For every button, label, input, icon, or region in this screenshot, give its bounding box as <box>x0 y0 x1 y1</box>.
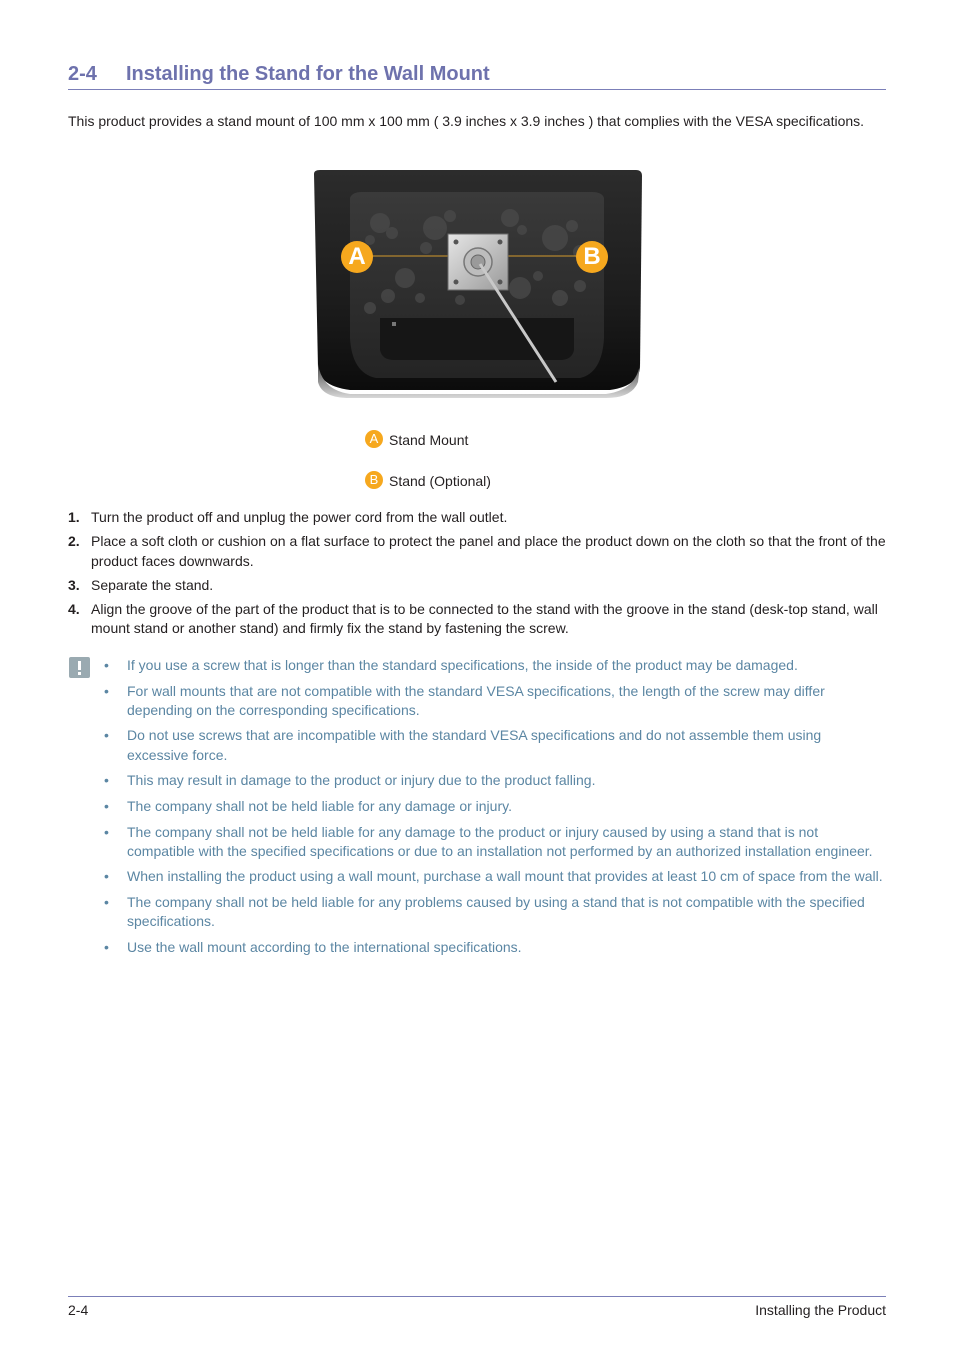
legend-label: Stand Mount <box>389 432 469 448</box>
bullet: • <box>104 894 109 911</box>
note-text: The company shall not be held liable for any problems caused by using a stand that is not compatible with the specified specifications. <box>127 894 865 930</box>
note-item <box>104 726 886 765</box>
note-item <box>104 867 886 886</box>
note-item <box>104 771 886 790</box>
monitor-back-svg <box>310 168 644 400</box>
note-item <box>104 656 886 675</box>
bullet: • <box>104 938 109 955</box>
note-item <box>104 893 886 932</box>
bullet: • <box>104 823 109 840</box>
bullet: • <box>104 772 109 789</box>
note-text: This may result in damage to the product or injury due to the product falling. <box>127 772 596 789</box>
section-header <box>68 62 886 90</box>
bullet: • <box>104 682 109 699</box>
note-text: Use the wall mount according to the international specifications. <box>127 938 522 955</box>
legend-item-stand-mount <box>365 432 468 450</box>
note-item <box>104 823 886 862</box>
note-text: If you use a screw that is longer than the standard specifications, the inside of the product may be damaged. <box>127 657 798 673</box>
note-text: The company shall not be held liable for any damage or injury. <box>127 797 512 814</box>
step-number: 3. <box>68 576 80 593</box>
section-number: 2-4 <box>68 63 97 85</box>
page-number: 2-4 <box>68 1302 89 1318</box>
step-number: 2. <box>68 533 80 549</box>
bullet: • <box>104 657 109 673</box>
chapter-title: Installing the Product <box>755 1302 886 1318</box>
section-title: Installing the Stand for the Wall Mount <box>126 63 490 85</box>
note-text: For wall mounts that are not compatible with the standard VESA specifications, the length of the screw may differ depending on the corresponding specifications. <box>127 682 825 718</box>
step-item <box>68 600 886 639</box>
monitor-back-illustration <box>310 168 644 400</box>
legend-item-stand-optional <box>365 473 491 491</box>
step-text: Place a soft cloth or cushion on a flat surface to protect the panel and place the product down on the cloth so that the front of the product faces downwards. <box>91 533 886 569</box>
callout-a-label: A <box>348 243 366 270</box>
notes-list <box>104 656 886 964</box>
step-item <box>68 508 886 528</box>
step-text: Align the groove of the part of the product that is to be connected to the stand with the groove in the stand (desk-top stand, wall mount stand or another stand) and firmly fix the stand by fastening the screw. <box>91 600 878 636</box>
note-item <box>104 682 886 721</box>
note-text: The company shall not be held liable for any damage to the product or injury caused by using a stand that is not compatible with the specified specifications or due to an installation not performed by an authorized installation engineer. <box>127 823 873 859</box>
bullet: • <box>104 868 109 885</box>
note-text: When installing the product using a wall mount, purchase a wall mount that provides at least 10 cm of space from the wall. <box>127 868 883 885</box>
step-item <box>68 532 886 571</box>
step-text: Separate the stand. <box>91 576 214 593</box>
legend-label: Stand (Optional) <box>389 473 491 489</box>
instruction-steps <box>68 508 886 643</box>
note-text: Do not use screws that are incompatible with the standard VESA specifications and do not assemble them using excessive force. <box>127 727 822 763</box>
bullet: • <box>104 727 109 744</box>
note-item <box>104 938 886 957</box>
page-footer <box>68 1296 886 1318</box>
step-item <box>68 576 886 596</box>
legend-badge-a: A <box>365 430 383 448</box>
bullet: • <box>104 797 109 814</box>
note-icon <box>69 657 90 678</box>
step-text: Turn the product off and unplug the power cord from the wall outlet. <box>91 509 508 525</box>
step-number: 4. <box>68 600 80 617</box>
callout-b-label: B <box>583 243 601 270</box>
intro-paragraph: This product provides a stand mount of 100 mm x 100 mm ( 3.9 inches x 3.9 inches ) that complies with the VESA specifications. <box>68 113 865 129</box>
note-item <box>104 797 886 816</box>
step-number: 1. <box>68 509 80 525</box>
legend-badge-b: B <box>365 471 383 489</box>
